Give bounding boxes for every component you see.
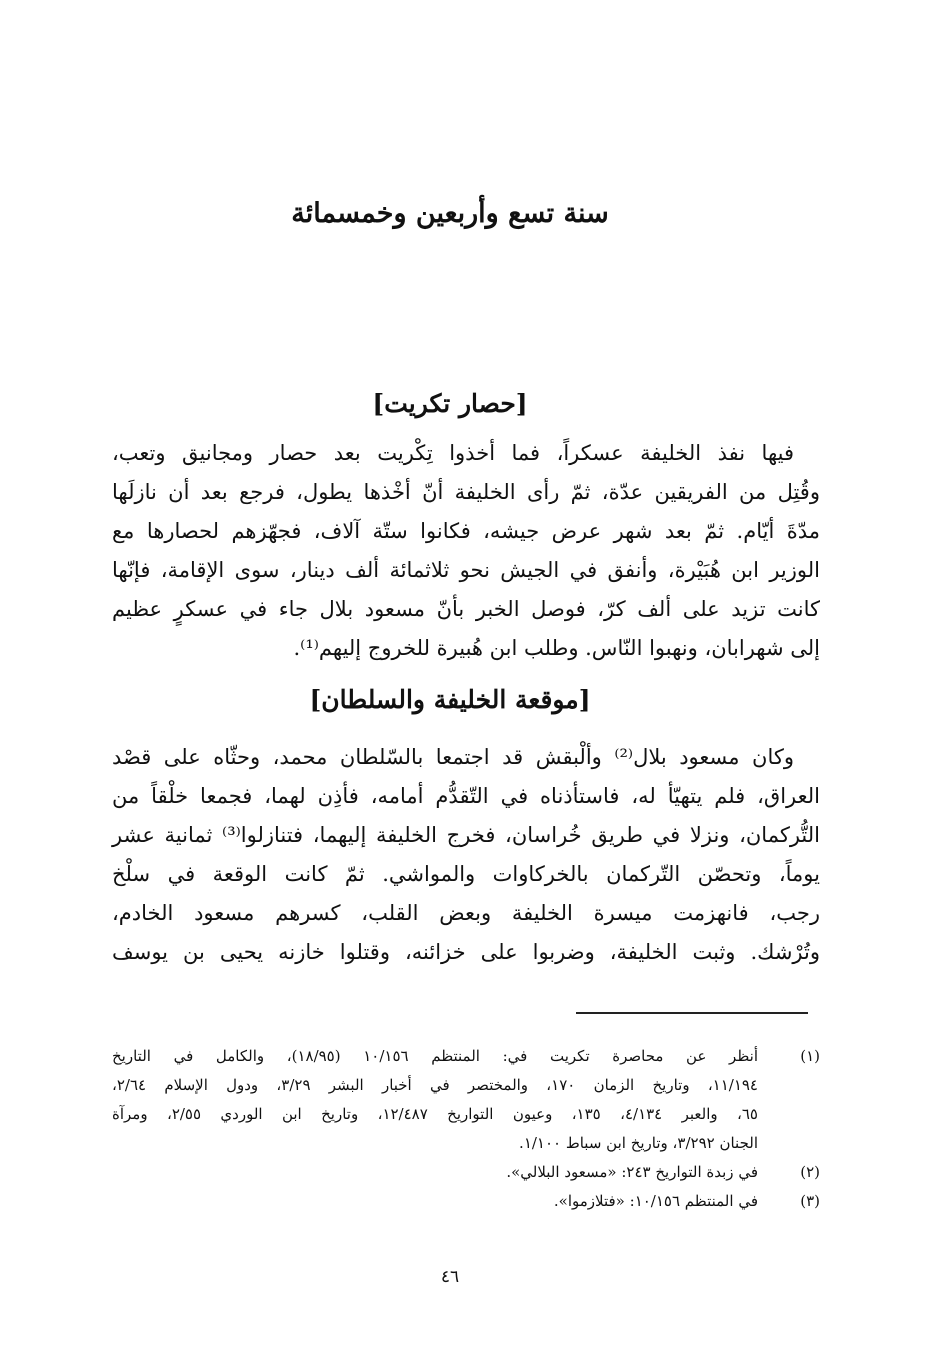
section-heading-siege-of-tikrit: [حصار تكريت] bbox=[372, 389, 528, 418]
footnote-line: في المنتظم ١٠/١٥٦: «فتلازموا». bbox=[553, 1192, 758, 1210]
footnote-2 bbox=[112, 1158, 820, 1187]
paragraph-siege-of-tikrit bbox=[112, 434, 820, 668]
text-line: إلى شهرابان، ونهبوا النّاس. وطلب ابن هُبيرة للخروج إليهم⁽¹⁾. bbox=[293, 636, 820, 660]
text-line: العراق، فلم يتهيّأ له، فاستأذناه في التّقدُّم أمامه، فأذِن لهما، فجمعا خلْقاً من bbox=[112, 784, 820, 808]
text-line: وتُرْشك. وثبت الخليفة، وضربوا على خزائنه، وقتلوا خازنه يحيى بن يوسف bbox=[112, 940, 820, 964]
text-line: مدّةَ أيّام. ثمّ بعد شهر عرض جيشه، فكانوا ستّة آلاف، فجهّزهم لحصارها مع bbox=[112, 519, 820, 543]
text-line: وكان مسعود بلال⁽²⁾ وألْبقش قد اجتمعا بالسّلطان محمد، وحثّاه على قصْد bbox=[112, 745, 794, 769]
footnote-line: ٦٥، والعبر ٤/١٣٤، ١٣٥، وعيون التواريخ ١٢/٤٨٧، وتاريخ ابن الوردي ٢/٥٥، ومرآة bbox=[112, 1105, 758, 1123]
text-line: كانت تزيد على ألف كرّ، فوصل الخبر بأنّ مسعود بلال جاء في عسكرٍ عظيم bbox=[112, 597, 820, 621]
footnotes bbox=[112, 1042, 820, 1216]
text-line: وقُتِل من الفريقين عدّة، ثمّ رأى الخليفة أنّ أخْذها يطول، فرجع بعد أن نازلَها bbox=[112, 480, 820, 504]
footnote-line: أنظر عن محاصرة تكريت في: المنتظم ١٠/١٥٦ (١٨/٩٥)، والكامل في التاريخ bbox=[112, 1047, 758, 1065]
footnote-line: ١١/١٩٤، وتاريخ الزمان ١٧٠، والمختصر في أخبار البشر ٣/٢٩، ودول الإسلام ٢/٦٤، bbox=[112, 1076, 758, 1094]
text-line: التُّركمان، ونزلا في طريق خُراسان، فخرج الخليفة إليهما، فتنازلوا⁽³⁾ ثمانية عشر bbox=[112, 823, 820, 847]
text-line: الوزير ابن هُبَيْرة، وأنفق في الجيش نحو ثلاثمائة ألف دينار، سوى الإقامة، فإنّها bbox=[112, 558, 820, 582]
text-line: فيها نفذ الخليفة عسكراً، فما أخذوا تِكْريت بعد حصار ومجانيق وتعب، bbox=[112, 441, 794, 465]
page-number: ٤٦ bbox=[440, 1267, 460, 1287]
text-line: رجب، فانهزمت ميسرة الخليفة وبعض القلب، كسرهم مسعود الخادم، bbox=[112, 901, 820, 925]
text-line: يوماً، وتحصّن التّركمان بالخركاوات والمواشي. ثمّ كانت الوقعة في سلْخ bbox=[112, 862, 820, 886]
section-heading-caliph-sultan-battle: [موقعة الخليفة والسلطان] bbox=[309, 685, 591, 714]
footnote-line: الجنان ٣/٢٩٢، وتاريخ ابن سباط ١/١٠٠. bbox=[519, 1134, 758, 1152]
footnote-divider bbox=[576, 1012, 808, 1014]
page-title: سنة تسع وأربعين وخمسمائة bbox=[291, 198, 609, 229]
footnote-number: (٢) bbox=[800, 1163, 820, 1181]
footnote-line: في زبدة التواريخ ٢٤٣: «مسعود البلالي». bbox=[506, 1163, 758, 1181]
paragraph-caliph-sultan-battle bbox=[112, 738, 820, 972]
footnote-1 bbox=[112, 1042, 820, 1158]
footnote-number: (١) bbox=[800, 1047, 820, 1065]
footnote-number: (٣) bbox=[800, 1192, 820, 1210]
footnote-3 bbox=[112, 1187, 820, 1216]
